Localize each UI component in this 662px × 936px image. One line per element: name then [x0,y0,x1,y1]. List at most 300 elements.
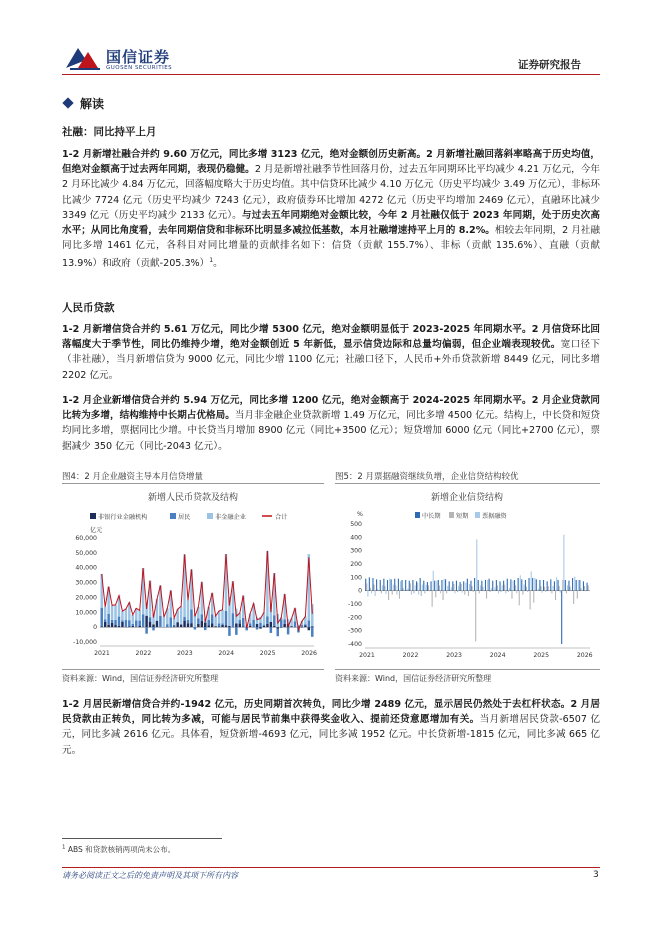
chart2-bar-long [525,580,526,591]
chart2-bar-long [485,580,486,591]
chart2-bar-bill [469,584,470,591]
chart1-bars [100,551,313,637]
chart1-bar-household [166,624,168,627]
chart2-bar-short [388,591,389,600]
chart2-bar-long [514,580,515,591]
chart2-bar-short [482,587,483,591]
chart1-bar-nonbank [128,626,130,627]
chart2-bar-long [510,579,511,590]
chart2-bar-short [432,591,433,607]
chart1-legend [90,513,287,521]
chart2-bar-bill [436,581,437,591]
chart1-bar-household [125,620,127,627]
chart2-bar-bill [552,586,553,591]
footer-divider [62,867,600,868]
chart2-bar-long [387,580,388,591]
para2-text-1: 宽口径下（非社融），当月新增信贷为 9000 亿元，同比少增 1100 亿元；社融口径下，人民币+外币贷款新增 8449 亿元，同比多增 2202 亿元。 [62,339,601,381]
chart2-bar-short [544,587,545,591]
chart2-bar-bill [571,591,572,592]
chart2-bar-bill [498,591,499,594]
chart2-bar-long [427,582,428,591]
chart2-bar-short [533,591,534,603]
chart1-bar-nonbank [173,626,175,627]
chart2-bar-short [461,584,462,591]
chart1-bar-nonbank [256,624,258,627]
chart2-bar-long [409,581,410,591]
chart2-bar-long [391,579,392,590]
legend-total-label: 合计 [275,514,288,521]
chart2-bar-long [394,579,395,591]
chart2-bar-short [406,590,407,591]
chart1-bar-corporate [121,611,123,620]
chart2-bar-long [365,579,366,591]
chart1-bar-nonbank [308,627,310,630]
chart1-bar-nonbank [197,624,199,627]
chart1-bar-nonbank [107,625,109,627]
chart1-bar-household [111,620,113,623]
chart2-bar-long [576,580,577,591]
paragraph-rmb-loans [62,322,600,383]
chart2-bar-long [441,580,442,591]
chart2-bar-long [587,583,588,591]
chart2-bar-long [423,581,424,591]
chart2-bar-bill [502,585,503,590]
chart2-bar-bill [531,571,532,590]
chart1-bar-household [242,618,244,626]
chart2-bar-short [413,591,414,594]
chart2-bar-bill [527,591,528,592]
chart1-bar-nonbank [266,624,268,627]
chart2-bar-short [522,591,523,595]
chart1-bar-corporate [138,610,140,620]
chart1-bar-household [100,608,102,627]
chart2-bar-bill [505,591,506,594]
chart2-bar-short [403,588,404,591]
chart1-xtick-label: 2026 [301,650,317,657]
chart1-bar-household [228,627,230,636]
chart2-bar-bill [440,591,441,594]
chart2-bar-long [467,579,468,591]
chart2-bar-bill [574,577,575,591]
chart2-bar-long [445,579,446,590]
chart2-bar-long [438,580,439,591]
chart1-bar-household [207,620,209,626]
chart2-bar-long [496,580,497,591]
footnote [62,844,175,855]
chart2-bar-short [551,591,552,594]
chart2-bar-long [543,580,544,591]
chart2-bar-short [569,587,570,591]
chart1-bar-nonbank [218,627,220,628]
chart1-bar-household [301,625,303,627]
chart1-bar-household [173,625,175,626]
chart2-bar-short [519,591,520,606]
chart1-bar-household [159,616,161,627]
chart2-bar-long [434,581,435,591]
chart1-bar-household [145,627,147,634]
chart1-bar-nonbank [156,621,158,627]
chart2-bar-long [550,579,551,590]
chart2-bar-short [584,586,585,591]
chart2-bar-short [381,591,382,594]
paragraph-corporate-loans [62,393,600,454]
figure4-chart-box [62,483,324,670]
chart2-ytick-label: 300 [350,547,362,555]
chart2-xtick-label: 2025 [533,652,550,659]
chart1-xtick-label: 2022 [135,650,152,657]
chart2-bar-bill [556,577,557,590]
para3-bold-1: 1-2 月企业新增信贷合并约 5.94 万亿元，同比多增 1200 亿元，绝对金额高于 2024-2025 年同期水平。2 月企业贷款同比转为多增，结构维持中长期占优格局。 [62,395,600,422]
legend-long-swatch [415,512,420,518]
chart1-bar-nonbank [180,625,182,627]
legend-household-label: 居民 [178,514,191,521]
chart2-bar-bill [378,590,379,591]
chart2-bar-bill [447,586,448,591]
chart1-bar-household [294,621,296,627]
chart2-bar-bill [585,591,586,592]
chart2-ytick-label: -400 [347,641,362,648]
chart1-bar-household [273,615,275,626]
chart1-bar-household [225,611,227,626]
chart2-bar-bill [382,585,383,590]
chart2-bar-long [518,578,519,591]
chart1-bar-household [187,620,189,623]
chart1-bar-household [308,620,310,627]
chart1-bar-nonbank [201,621,203,627]
chart1-bar-household [259,623,261,627]
chart2-bar-short [504,585,505,591]
chart1-bar-household [149,617,151,621]
chart1-bar-corporate [187,600,189,620]
chart2-bar-short [374,585,375,591]
chart2-bar-long [539,580,540,591]
chart1-bar-household [170,617,172,627]
chart2-bar-bill [509,588,510,591]
legend-household-swatch [170,513,176,519]
legend-corporate-swatch [207,513,213,519]
figure4-source: 资料来源：Wind，国信证券经济研究所整理 [62,674,219,683]
chart2-bar-bill [411,591,412,595]
chart1-bar-household [304,624,306,625]
para1-text-3: 。 [213,258,223,270]
chart1-xtick-label: 2024 [218,650,235,657]
chart2-bar-long [401,580,402,591]
legend-short-label: 短期 [456,513,469,520]
chart2-bar-short [559,586,560,591]
chart1-bar-nonbank [132,626,134,627]
chart1-bar-household [135,620,137,626]
chart1-ytick-label: 40,000 [75,564,97,572]
chart2-bar-bill [542,591,543,593]
chart1-bar-household [183,617,185,621]
chart1-bar-household [138,621,140,626]
loan-structure-chart [62,484,324,669]
chart2-bars [365,535,590,644]
chart2-title: 新增企业信贷结构 [430,493,504,503]
chart2-bar-short [562,580,563,591]
chart1-bar-nonbank [100,627,102,628]
chart2-bar-bill [560,591,561,593]
chart1-bar-nonbank [183,621,185,628]
chart2-bar-bill [494,587,495,590]
chart2-bar-long [492,581,493,591]
chart2-bar-bill [454,591,455,594]
chart1-bar-household [114,620,116,625]
chart2-bar-short [453,584,454,591]
chart1-ytick-label: 60,000 [75,535,97,542]
chart2-bar-long [568,581,569,591]
chart2-bar-bill [415,585,416,590]
chart2-bar-long [380,580,381,591]
legend-corporate-label: 非金融企业 [215,514,246,521]
chart2-bar-long [507,579,508,591]
chart2-xtick-label: 2021 [359,652,375,659]
chart1-bar-household [283,620,285,624]
chart1-bar-household [235,627,237,635]
footnote-ref: 1 [209,257,214,265]
chart2-bar-bill [396,591,397,595]
chart2-bar-short [428,585,429,590]
chart2-ytick-label: -300 [347,627,362,635]
chart2-bar-bill [458,586,459,591]
chart2-bar-short [479,591,480,594]
chart2-bar-short [497,585,498,590]
chart2-bar-long [528,578,529,591]
chart1-bar-nonbank [211,623,213,627]
chart2-ytick-label: 0 [358,587,362,595]
chart2-bar-long [481,581,482,591]
diamond-bullet-icon [62,97,73,108]
chart1-ytick-label: 10,000 [75,609,97,617]
legend-nonbank-label: 非银行业金融机构 [98,514,148,521]
logo-en: GUOSEN SECURITIES [106,65,173,71]
chart1-bar-corporate [125,609,127,620]
chart2-bar-bill [534,578,535,591]
chart2-bar-bill [371,591,372,594]
chart1-bar-household [249,623,251,625]
chart2-bar-short [410,583,411,590]
chart2-bar-bill [393,585,394,591]
chart1-bar-nonbank [152,624,154,627]
chart1-xtick-label: 2021 [94,650,110,657]
chart1-bar-household [270,627,272,633]
chart1-ytick-label: 30,000 [75,579,97,587]
chart1-bar-household [128,620,130,626]
chart1-bar-household [142,614,144,626]
chart2-bar-short [540,586,541,591]
chart2-bar-short [548,586,549,591]
chart1-bar-corporate [221,610,223,624]
chart2-ytick-label: 500 [350,521,362,528]
chart2-bar-bill [578,580,579,591]
chart1-bar-household [194,628,196,630]
chart2-bar-bill [367,591,368,597]
chart2-bar-short [472,586,473,591]
legend-short-swatch [449,512,454,518]
chart1-bar-household [121,620,123,621]
chart2-bar-bill [520,575,521,590]
chart1-xtick-label: 2023 [176,650,193,657]
chart1-x-axis [94,646,317,657]
chart1-bar-household [239,620,241,624]
chart1-ytick-label: 20,000 [75,594,97,602]
chart1-bar-nonbank [204,622,206,627]
chart1-bar-household [132,624,134,626]
chart2-bar-bill [487,580,488,591]
chart2-bar-long [536,579,537,590]
chart1-bar-nonbank [273,626,275,627]
chart2-bar-bill [563,535,564,591]
para2-bold-1: 1-2 月新增信贷合并约 5.61 万亿元，同比少增 5300 亿元，绝对金额明显低于 2023-2025 年同期水平。2 月信贷环比回落幅度大于季节性，同比仍维持少增，绝对金额创近 5 年新低，显示信贷边际和总量均偏弱，但企业端表现较优。 [62,324,600,351]
chart2-bar-short [577,591,578,599]
chart2-bar-short [377,589,378,590]
chart1-bar-household [107,614,109,625]
chart1-bar-corporate [163,617,165,627]
para3-text-1: 当月非金融企业贷款新增 1.49 万亿元，同比多增 4500 亿元。结构上，中长贷和短贷均同比多增，票据同比少增。中长贷当月增加 8900 亿元（同比+3500 亿元）；短贷增加 6000 亿元（同比+2700 亿元），票据减少 350 亿元（同比-2043 亿元）。 [62,410,601,452]
legend-long-label: 中长期 [422,513,441,520]
chart2-bar-bill [567,585,568,590]
chart1-bar-household [201,614,203,621]
chart1-bar-nonbank [228,626,230,627]
chart2-bar-bill [545,591,546,592]
guosen-logo-icon [64,44,104,72]
chart2-bar-short [566,591,567,594]
legend-bill-swatch [475,512,480,518]
chart2-bar-bill [433,571,434,591]
paragraph-household-loans [62,697,600,758]
corporate-loan-structure-chart [335,484,600,669]
chart1-ytick-label: -10,000 [73,639,97,646]
chart1-bar-household [190,609,192,623]
page-number: 3 [593,870,599,880]
chart2-bar-long [456,581,457,591]
section-title: 解读 [80,97,105,111]
chart2-bar-long [547,581,548,590]
chart2-bar-short [421,591,422,596]
chart2-legend [415,512,508,520]
chart2-bar-long [416,581,417,590]
chart2-bar-long [460,582,461,591]
chart2-xtick-label: 2026 [576,652,593,659]
chart2-bar-short [580,588,581,591]
logo [64,44,182,74]
report-type: 证券研究报告 [518,59,581,71]
chart2-bar-long [565,580,566,591]
legend-bill-label: 票据融资 [482,513,507,520]
chart1-bar-household [180,624,182,625]
chart2-ytick-label: 400 [350,534,362,542]
chart2-bar-short [486,591,487,599]
chart2-bar-bill [444,579,445,591]
chart2-bar-bill [465,583,466,591]
section-heading [62,95,104,112]
chart1-bar-nonbank [221,625,223,627]
chart2-bar-long [583,581,584,590]
para1-bold-1: 1-2 月新增社融合并约 9.60 万亿元，同比多增 3123 亿元，绝对金额创历史新高。2 月新增社融回落斜率略高于历史均值，但绝对金额高于过去两年同期，表现仍稳健。 [62,149,600,176]
chart2-bar-bill [400,581,401,590]
chart1-bar-household [277,628,279,636]
chart2-bar-bill [549,591,550,592]
chart2-bar-bill [516,591,517,594]
chart1-bar-corporate [132,615,134,624]
chart1-bar-household [197,618,199,623]
chart2-bar-short [475,591,476,642]
figure5-caption: 图5：2 月票据融资继续负增，企业信贷结构较优 [335,472,519,482]
chart2-bar-long [521,579,522,590]
chart2-bar-long [383,579,384,591]
chart1-bar-corporate [180,606,182,624]
chart2-bar-long [499,581,500,590]
chart1-bar-nonbank [114,625,116,627]
chart2-ylabel: % [357,511,363,518]
chart1-bar-nonbank [235,623,237,627]
chart2-bar-bill [513,581,514,591]
chart2-bar-short [588,585,589,590]
chart1-bar-nonbank [214,626,216,627]
subsection-title-1: 社融：同比持平上月 [62,126,157,138]
chart2-ytick-label: -200 [347,614,362,622]
chart1-bar-nonbank [277,627,279,628]
chart2-bar-short [490,591,491,592]
chart1-bar-household [266,616,268,624]
chart2-bar-short [366,583,367,590]
chart1-bar-household [104,619,106,622]
chart2-bar-bill [422,585,423,591]
chart1-bar-nonbank [311,626,313,627]
chart2-bar-long [372,578,373,591]
para4-bold-1: 1-2 月居民新增信贷合并约-1942 亿元，历史同期首次转负，同比少增 2489 亿元，显示居民仍然处于去杠杆状态。2 月居民贷款由正转负，同比转为多减，可能与居民节前集中获得奖金收入、提前还贷意愿增加有关。 [62,699,600,726]
chart2-bar-short [530,591,531,610]
chart1-bar-household [176,622,178,623]
chart2-bar-short [573,591,574,604]
chart2-bar-short [526,587,527,591]
chart1-bar-nonbank [263,626,265,627]
chart1-bar-household [118,617,120,626]
chart1-ytick-label: 0 [93,624,97,632]
figure4-caption: 图4：2 月企业融资主导本月信贷增量 [62,472,204,482]
chart2-bar-short [395,585,396,590]
legend-nonbank-swatch [90,513,96,519]
chart1-bar-nonbank [176,623,178,628]
chart2-bar-bill [476,539,477,590]
chart2-bar-short [446,591,447,594]
chart2-bar-long [412,580,413,591]
chart2-bar-short [450,590,451,591]
chart2-bar-short [435,591,436,598]
chart2-bar-short [442,591,443,600]
chart2-x-axis [359,648,593,659]
chart1-bar-household [232,613,234,627]
chart1-bar-household [287,627,289,634]
chart2-bar-bill [473,591,474,592]
chart1-bar-household [252,620,254,627]
chart2-bar-long [554,581,555,590]
paragraph-social-financing [62,147,600,272]
chart2-bar-bill [425,585,426,591]
chart1-ytick-label: 50,000 [75,549,97,557]
chart1-bar-corporate [104,607,106,619]
chart2-bar-short [515,585,516,590]
chart1-title: 新增人民币贷款及结构 [147,493,239,503]
chart1-bar-nonbank [187,623,189,627]
chart2-bar-short [508,591,509,592]
chart2-bar-long [376,579,377,590]
chart1-bar-household [218,623,220,626]
chart1-bar-household [211,614,213,623]
chart1-bar-nonbank [304,626,306,628]
chart2-bar-bill [462,591,463,593]
chart2-bar-bill [389,579,390,591]
